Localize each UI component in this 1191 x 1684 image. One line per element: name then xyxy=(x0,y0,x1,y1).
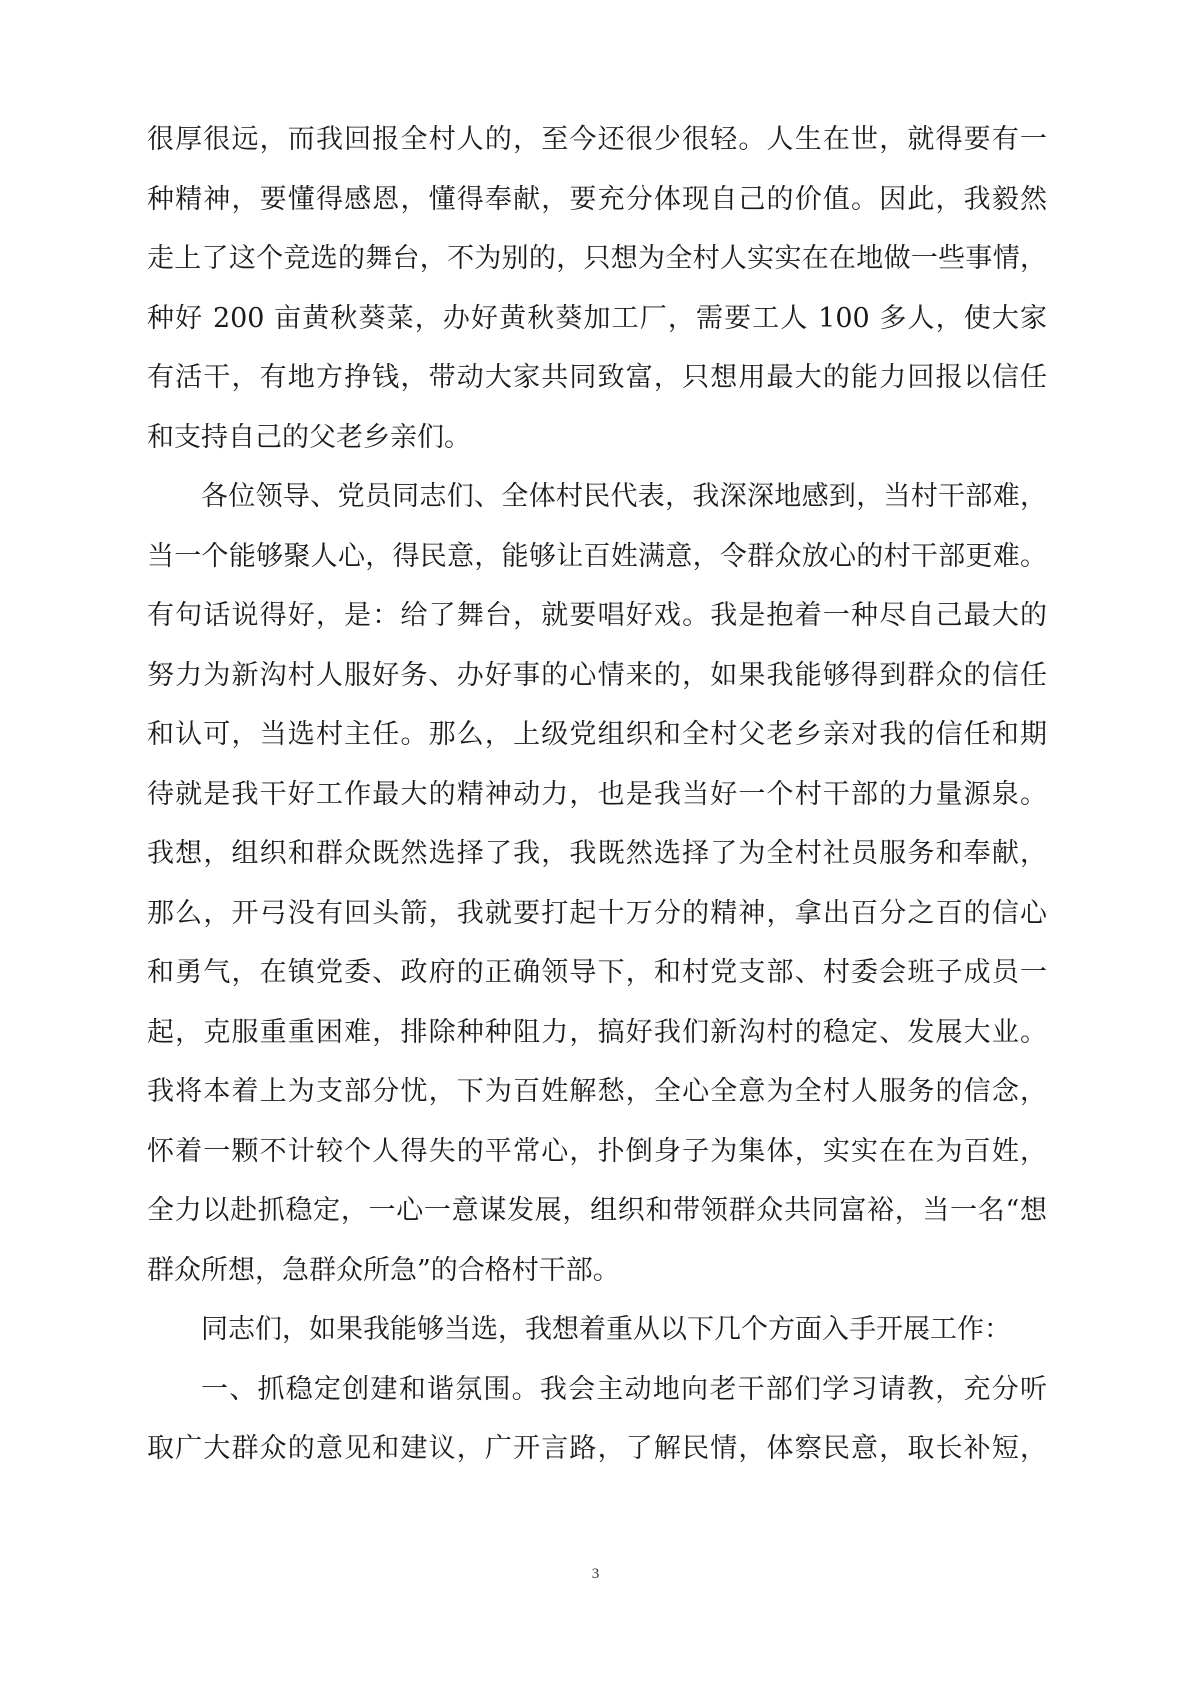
text-line: 我将本着上为支部分忧，下为百姓解愁，全心全意为全村人服务的信念， xyxy=(147,1076,1047,1107)
text-line: 待就是我干好工作最大的精神动力，也是我当好一个村干部的力量源泉。 xyxy=(147,778,1047,810)
text-line: 走上了这个竞选的舞台，不为别的，只想为全村人实实在在地做一些事情， xyxy=(147,243,1047,274)
text-line: 起，克服重重困难，排除种种阻力，搞好我们新沟村的稳定、发展大业。 xyxy=(147,1016,1047,1048)
paragraph-start-line: 一、抓稳定创建和谐氛围。我会主动地向老干部们学习请教，充分听 xyxy=(201,1373,1047,1405)
text-line: 群众所想，急群众所急”的合格村干部。 xyxy=(147,1254,620,1286)
paragraph-start-line: 各位领导、党员同志们、全体村民代表，我深深地感到，当村干部难， xyxy=(201,481,1047,512)
text-line: 有句话说得好，是：给了舞台，就要唱好戏。我是抱着一种尽自己最大的 xyxy=(147,600,1047,631)
text-line: 和勇气，在镇党委、政府的正确领导下，和村党支部、村委会班子成员一 xyxy=(147,957,1047,988)
text-line: 我想，组织和群众既然选择了我，我既然选择了为全村社员服务和奉献， xyxy=(147,838,1047,869)
text-line: 种精神，要懂得感恩，懂得奉献，要充分体现自己的价值。因此，我毅然 xyxy=(147,183,1047,215)
text-line: 全力以赴抓稳定，一心一意谋发展，组织和带领群众共同富裕，当一名“想 xyxy=(147,1195,1047,1226)
text-line: 种好 200 亩黄秋葵菜，办好黄秋葵加工厂，需要工人 100 多人，使大家 xyxy=(147,302,1047,334)
body-text xyxy=(147,110,1047,1479)
text-line: 那么，开弓没有回头箭，我就要打起十万分的精神，拿出百分之百的信心 xyxy=(147,897,1047,929)
text-line: 当一个能够聚人心，得民意，能够让百姓满意，令群众放心的村干部更难。 xyxy=(147,540,1047,572)
text-line: 怀着一颗不计较个人得失的平常心，扑倒身子为集体，实实在在为百姓， xyxy=(147,1135,1047,1167)
page-number: 3 xyxy=(591,1566,600,1582)
text-line: 很厚很远，而我回报全村人的，至今还很少很轻。人生在世，就得要有一 xyxy=(147,124,1047,155)
text-line: 和认可，当选村主任。那么，上级党组织和全村父老乡亲对我的信任和期 xyxy=(147,719,1047,750)
paragraph-start-line: 同志们，如果我能够当选，我想着重从以下几个方面入手开展工作： xyxy=(201,1314,1011,1345)
text-line: 取广大群众的意见和建议，广开言路，了解民情，体察民意，取长补短， xyxy=(147,1433,1047,1464)
text-line: 努力为新沟村人服好务、办好事的心情来的，如果我能够得到群众的信任 xyxy=(147,659,1047,691)
text-line: 有活干，有地方挣钱，带动大家共同致富，只想用最大的能力回报以信任 xyxy=(147,362,1047,393)
text-line: 和支持自己的父老乡亲们。 xyxy=(147,421,471,453)
